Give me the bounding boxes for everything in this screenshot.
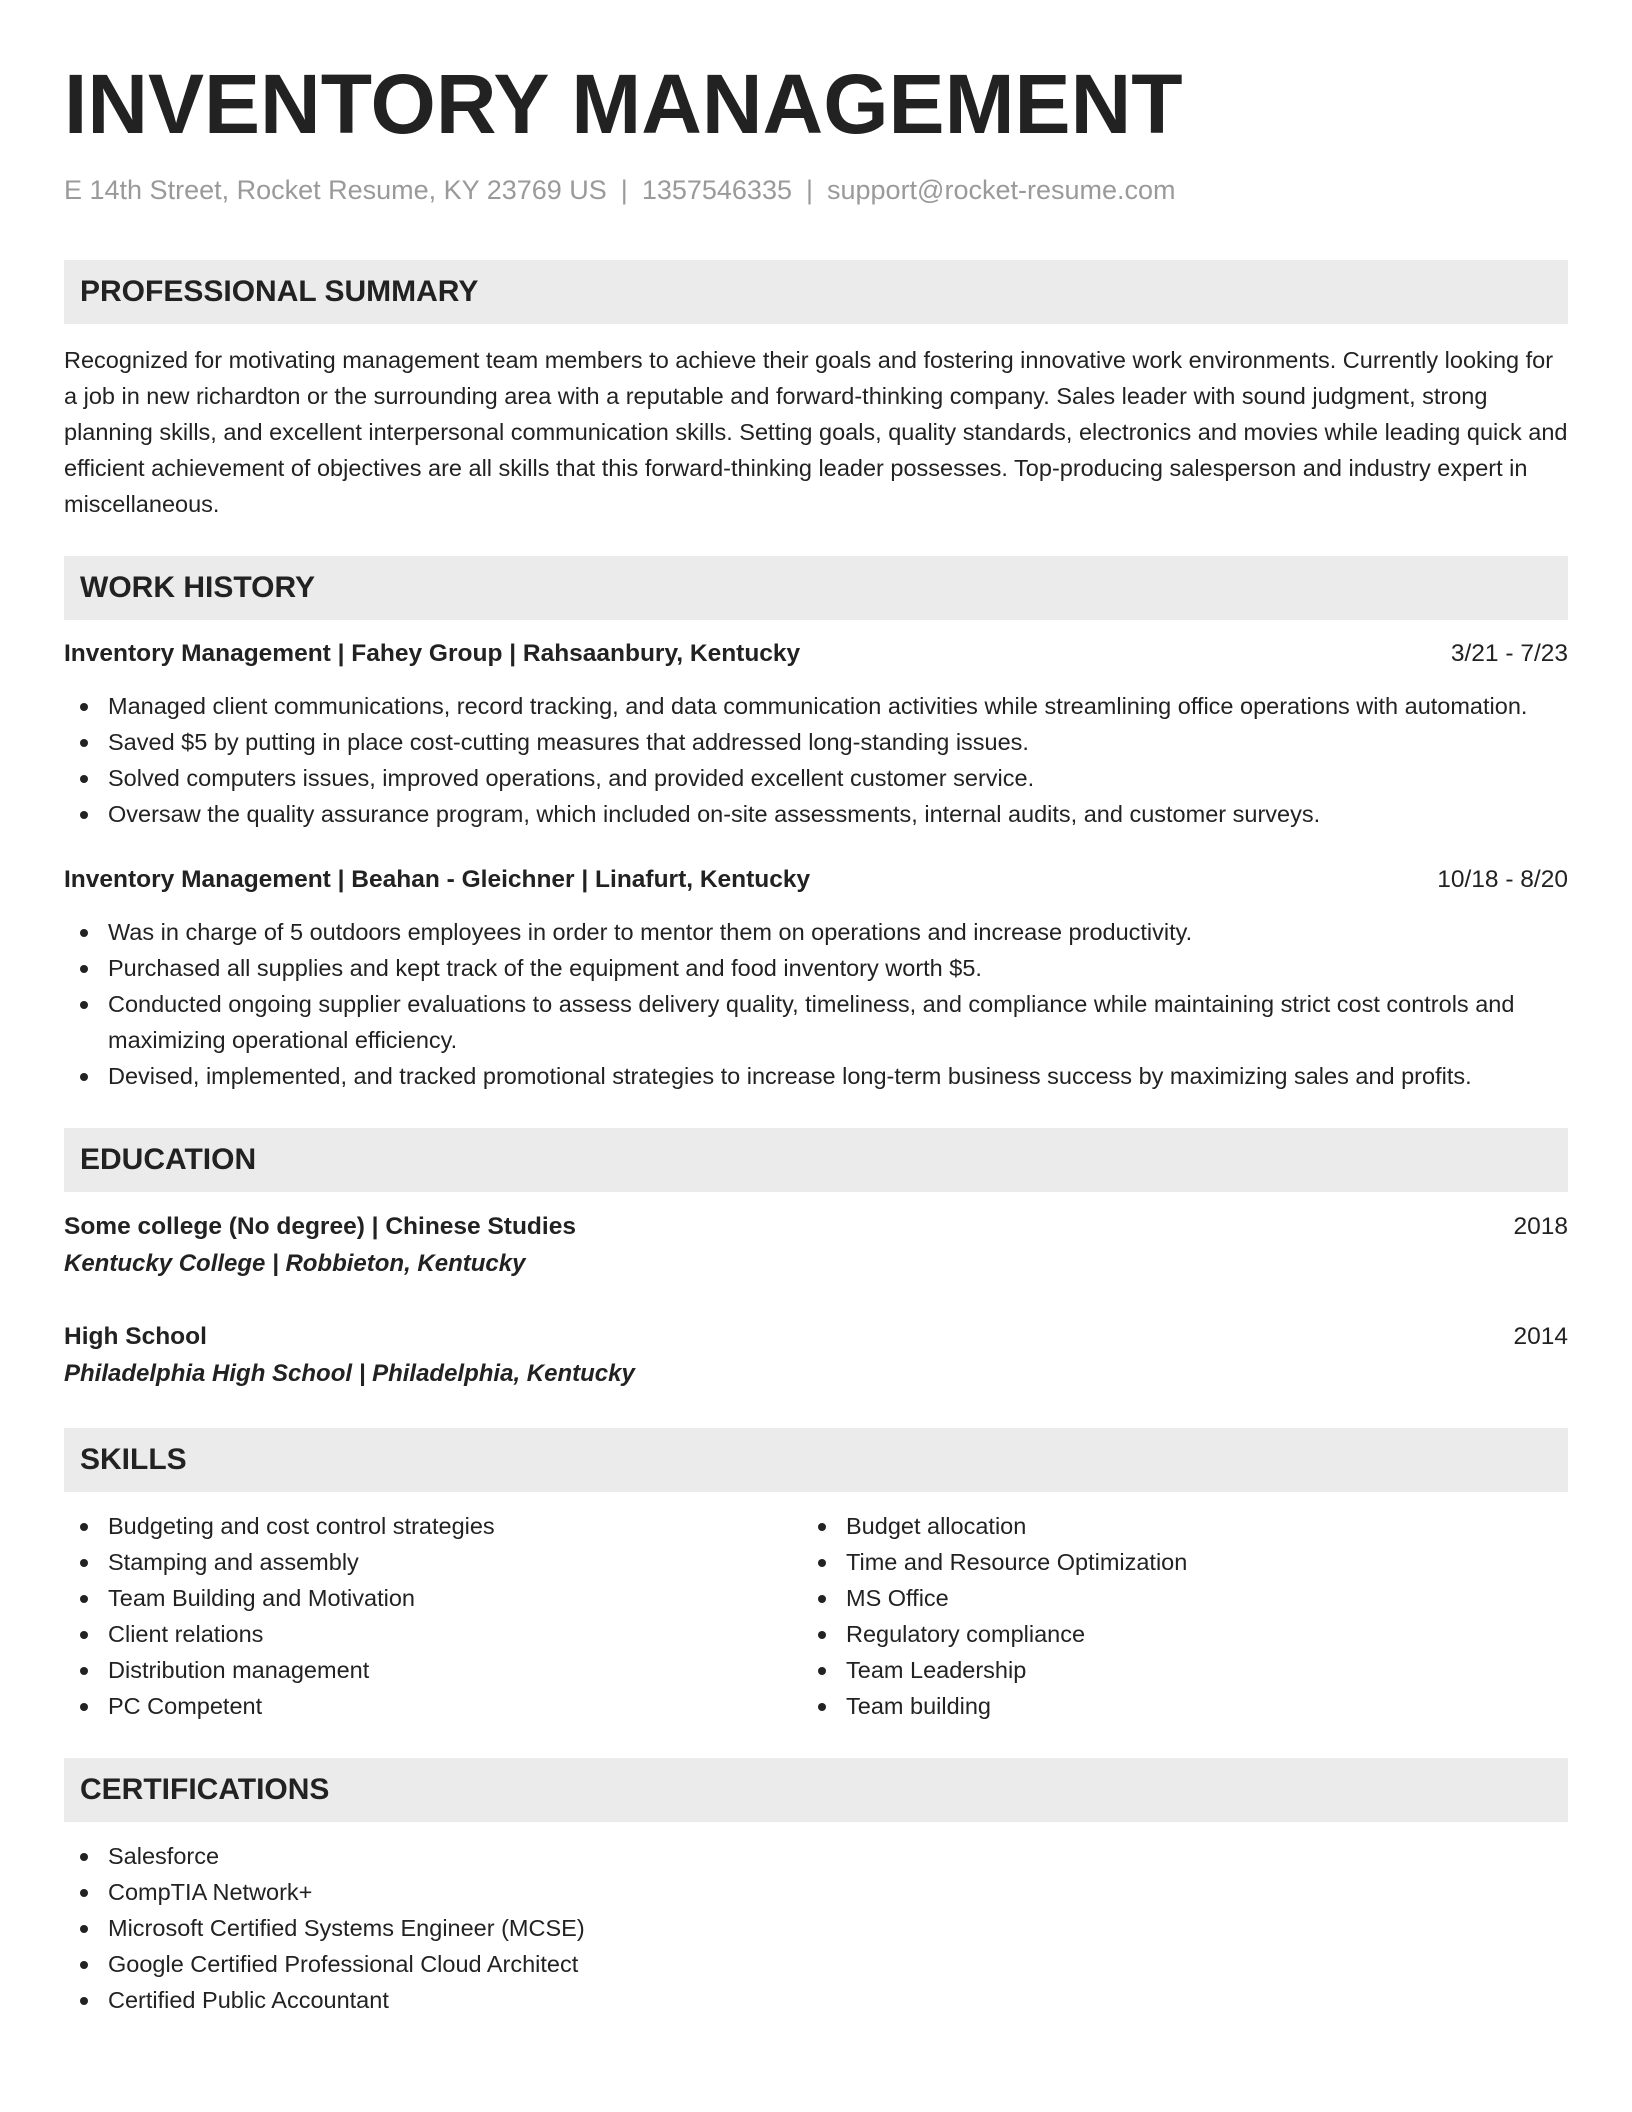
contact-line	[64, 172, 1568, 208]
section-heading-certifications: CERTIFICATIONS	[64, 1758, 1568, 1822]
contact-separator: |	[805, 175, 813, 205]
certification-item: Certified Public Accountant	[64, 1982, 1568, 2018]
job-entry	[64, 636, 1568, 832]
education-year: 2018	[1513, 1213, 1568, 1240]
job-bullet: Managed client communications, record tracking, and data communication activities while streamlining office operations with automation.	[64, 688, 1568, 724]
skill-item: Client relations	[64, 1616, 802, 1652]
section-heading-summary: PROFESSIONAL SUMMARY	[64, 260, 1568, 324]
education-entry	[64, 1208, 1568, 1282]
job-bullet-list	[64, 914, 1568, 1094]
skill-item: Budgeting and cost control strategies	[64, 1508, 802, 1544]
education-degree: Some college (No degree) | Chinese Studies	[64, 1213, 576, 1240]
job-bullet: Solved computers issues, improved operations, and provided excellent customer service.	[64, 760, 1568, 796]
skills-column-right	[802, 1508, 1540, 1724]
skill-item: Time and Resource Optimization	[802, 1544, 1540, 1580]
contact-email: support@rocket-resume.com	[827, 175, 1176, 205]
job-dates: 10/18 - 8/20	[1437, 866, 1568, 893]
job-bullet: Conducted ongoing supplier evaluations to assess delivery quality, timeliness, and compliance while maintaining strict cost controls and maximizing operational efficiency.	[64, 986, 1568, 1058]
education-header	[64, 1318, 1568, 1356]
job-bullet: Oversaw the quality assurance program, which included on-site assessments, internal audits, and customer surveys.	[64, 796, 1568, 832]
job-title: Inventory Management | Beahan - Gleichner | Linafurt, Kentucky	[64, 866, 811, 893]
section-heading-education: EDUCATION	[64, 1128, 1568, 1192]
skill-item: Team Leadership	[802, 1652, 1540, 1688]
education-entry	[64, 1318, 1568, 1392]
certification-item: CompTIA Network+	[64, 1874, 1568, 1910]
job-title: Inventory Management | Fahey Group | Rahsaanbury, Kentucky	[64, 640, 801, 667]
summary-paragraph: Recognized for motivating management team members to achieve their goals and fostering innovative work environments. Currently looking for a job in new richardton or the surrounding area with a reputable and forward-thinking company. Sales leader with sound judgment, strong planning skills, and excellent interpersonal communication skills. Setting goals, quality standards, electronics and movies while leading quick and efficient achievement of objectives are all skills that this forward-thinking leader possesses. Top-producing salesperson and industry expert in miscellaneous.	[64, 347, 1568, 517]
job-header	[64, 636, 1568, 672]
skill-item: Distribution management	[64, 1652, 802, 1688]
contact-address: E 14th Street, Rocket Resume, KY 23769 US	[64, 175, 607, 205]
skill-item: Team building	[802, 1688, 1540, 1724]
skills-list	[802, 1508, 1540, 1724]
contact-separator: |	[620, 175, 628, 205]
skills-column-left	[64, 1508, 802, 1724]
skill-item: Budget allocation	[802, 1508, 1540, 1544]
skill-item: PC Competent	[64, 1688, 802, 1724]
resume-name-heading: INVENTORY MANAGEMENT	[64, 57, 1183, 151]
skills-list	[64, 1508, 802, 1724]
education-school: Kentucky College | Robbieton, Kentucky	[64, 1250, 526, 1277]
skill-item: MS Office	[802, 1580, 1540, 1616]
section-heading-skills: SKILLS	[64, 1428, 1568, 1492]
certification-item: Salesforce	[64, 1838, 1568, 1874]
education-degree: High School	[64, 1323, 207, 1350]
certification-item: Microsoft Certified Systems Engineer (MCSE)	[64, 1910, 1568, 1946]
certifications-list	[64, 1838, 1568, 2018]
job-dates: 3/21 - 7/23	[1450, 640, 1568, 667]
education-school: Philadelphia High School | Philadelphia, Kentucky	[64, 1360, 635, 1387]
contact-phone: 1357546335	[641, 175, 792, 205]
section-heading-work-history: WORK HISTORY	[64, 556, 1568, 620]
skill-item: Stamping and assembly	[64, 1544, 802, 1580]
skill-item: Team Building and Motivation	[64, 1580, 802, 1616]
education-year: 2014	[1513, 1323, 1568, 1350]
job-entry	[64, 862, 1568, 1094]
job-bullet: Devised, implemented, and tracked promotional strategies to increase long-term business success by maximizing sales and profits.	[64, 1058, 1568, 1094]
job-header	[64, 862, 1568, 898]
certification-item: Google Certified Professional Cloud Architect	[64, 1946, 1568, 1982]
job-bullet: Saved $5 by putting in place cost-cutting measures that addressed long-standing issues.	[64, 724, 1568, 760]
job-bullet: Purchased all supplies and kept track of the equipment and food inventory worth $5.	[64, 950, 1568, 986]
skills-columns	[64, 1508, 1568, 1724]
skill-item: Regulatory compliance	[802, 1616, 1540, 1652]
job-bullet: Was in charge of 5 outdoors employees in order to mentor them on operations and increase productivity.	[64, 914, 1568, 950]
education-header	[64, 1208, 1568, 1246]
job-bullet-list	[64, 688, 1568, 832]
